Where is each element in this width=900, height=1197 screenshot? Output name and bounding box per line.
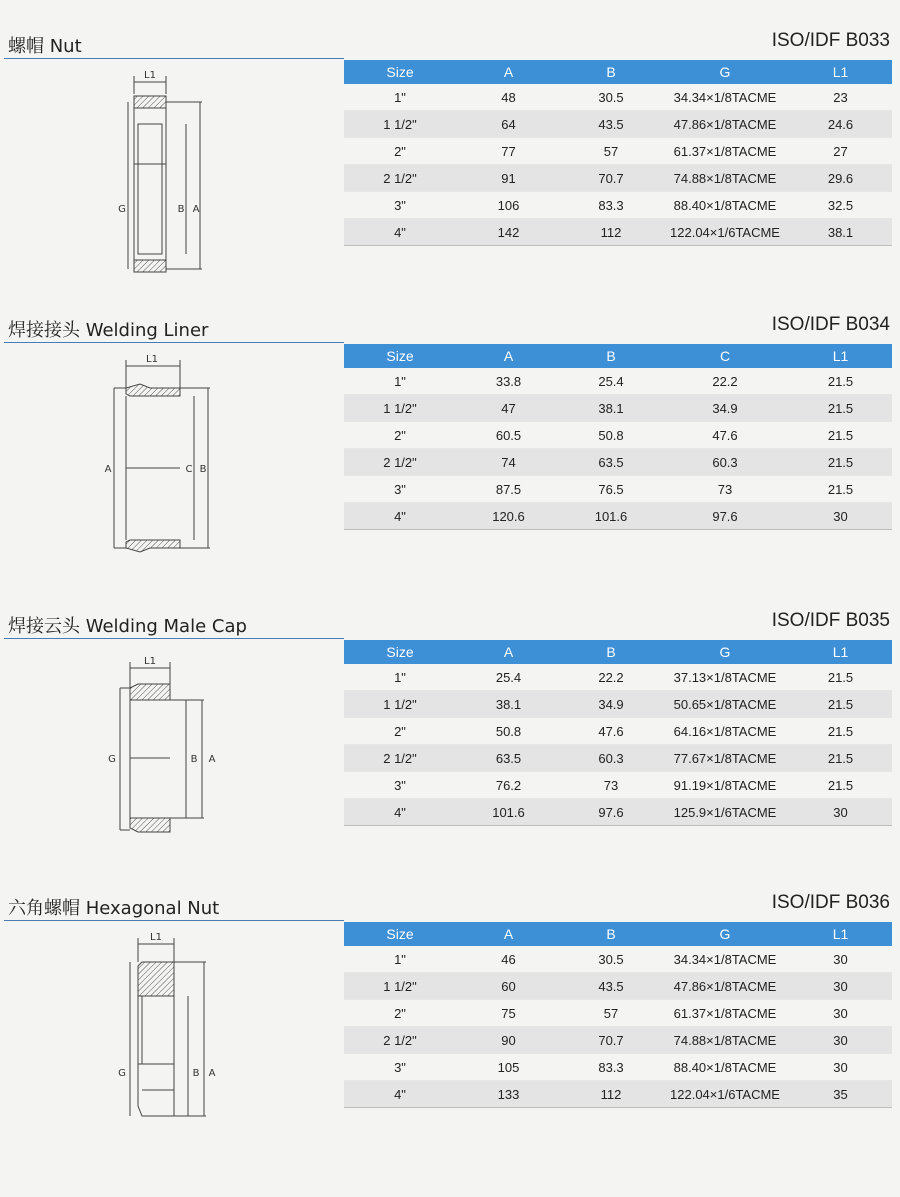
table-cell: 57 [561,138,661,165]
section-hexagonal-nut [0,894,900,1164]
table-cell: 101.6 [456,799,561,826]
table-cell: 75 [456,1000,561,1027]
table-cell: 34.9 [561,691,661,718]
table-cell: 2 1/2" [344,745,456,772]
spec-table [344,922,892,1108]
table-cell: 21.5 [789,664,892,691]
section-code: ISO/IDF B033 [771,30,890,51]
table-cell: 1" [344,84,456,111]
dim-label-left: G [118,1068,126,1079]
table-cell: 3" [344,476,456,503]
table-cell: 30 [789,1000,892,1027]
col-header: G [661,60,789,84]
table-cell: 1" [344,946,456,973]
table-row [344,165,892,192]
welding-liner-diagram [90,348,240,558]
table-row [344,111,892,138]
table-cell: 60.3 [661,449,789,476]
col-header: C [661,344,789,368]
table-row [344,1027,892,1054]
table-cell: 21.5 [789,772,892,799]
table-row [344,1000,892,1027]
table-cell: 88.40×1/8TACME [661,192,789,219]
title-rule [4,638,344,639]
table-cell: 34.34×1/8TACME [661,946,789,973]
col-header: Size [344,344,456,368]
table-cell: 37.13×1/8TACME [661,664,789,691]
table-cell: 112 [561,1081,661,1108]
dim-label-right2: A [208,1068,216,1079]
spec-table [344,60,892,246]
table-cell: 21.5 [789,691,892,718]
table-cell: 1" [344,368,456,395]
welding-male-cap-diagram [90,644,240,854]
table-cell: 105 [456,1054,561,1081]
table-cell: 97.6 [561,799,661,826]
table-cell: 2 1/2" [344,449,456,476]
table-cell: 101.6 [561,503,661,530]
dim-label-right2: B [199,464,207,475]
table-row [344,449,892,476]
col-header: L1 [789,344,892,368]
table-cell: 25.4 [561,368,661,395]
table-cell: 91.19×1/8TACME [661,772,789,799]
table-row [344,745,892,772]
table-cell: 73 [561,772,661,799]
col-header: Size [344,922,456,946]
table-cell: 3" [344,772,456,799]
table-cell: 70.7 [561,165,661,192]
table-cell: 77 [456,138,561,165]
col-header: Size [344,60,456,84]
table-cell: 61.37×1/8TACME [661,138,789,165]
table-cell: 73 [661,476,789,503]
table-cell: 30 [789,1027,892,1054]
table-cell: 30.5 [561,84,661,111]
title-rule [4,920,344,921]
col-header: A [456,922,561,946]
section-code: ISO/IDF B035 [771,610,890,631]
col-header: A [456,640,561,664]
section-welding-liner [0,316,900,586]
table-cell: 30 [789,1054,892,1081]
table-row [344,503,892,530]
table-row [344,799,892,826]
section-title: 焊接接头 Welding Liner [8,320,209,341]
table-cell: 63.5 [456,745,561,772]
table-cell: 25.4 [456,664,561,691]
table-cell: 34.34×1/8TACME [661,84,789,111]
dim-label-right2: A [192,204,200,215]
table-cell: 63.5 [561,449,661,476]
col-header: Size [344,640,456,664]
section-welding-male-cap [0,612,900,882]
table-row [344,772,892,799]
table-cell: 47.86×1/8TACME [661,111,789,138]
table-cell: 106 [456,192,561,219]
table-cell: 64 [456,111,561,138]
table-cell: 97.6 [661,503,789,530]
table-cell: 43.5 [561,111,661,138]
table-cell: 120.6 [456,503,561,530]
nut-diagram [90,64,240,274]
table-cell: 3" [344,192,456,219]
table-cell: 83.3 [561,192,661,219]
table-cell: 21.5 [789,422,892,449]
table-row [344,422,892,449]
table-row [344,718,892,745]
table-cell: 112 [561,219,661,246]
table-cell: 34.9 [661,395,789,422]
table-cell: 4" [344,799,456,826]
table-cell: 30.5 [561,946,661,973]
table-cell: 2" [344,718,456,745]
col-header: B [561,344,661,368]
table-cell: 47.86×1/8TACME [661,973,789,1000]
col-header: L1 [789,922,892,946]
table-cell: 142 [456,219,561,246]
table-cell: 24.6 [789,111,892,138]
table-cell: 38.1 [789,219,892,246]
table-row [344,138,892,165]
dim-label-top: L1 [150,932,162,943]
table-cell: 88.40×1/8TACME [661,1054,789,1081]
dim-label-right1: B [192,1068,200,1079]
table-cell: 35 [789,1081,892,1108]
spec-table [344,640,892,826]
section-code: ISO/IDF B034 [771,314,890,335]
table-cell: 2" [344,138,456,165]
table-cell: 50.65×1/8TACME [661,691,789,718]
table-cell: 60.5 [456,422,561,449]
section-nut [0,32,900,302]
table-cell: 23 [789,84,892,111]
col-header: A [456,60,561,84]
table-cell: 21.5 [789,395,892,422]
table-cell: 47 [456,395,561,422]
table-cell: 33.8 [456,368,561,395]
title-rule [4,342,344,343]
dim-label-right1: B [177,204,185,215]
table-cell: 74.88×1/8TACME [661,1027,789,1054]
table-cell: 60 [456,973,561,1000]
col-header: A [456,344,561,368]
table-cell: 76.2 [456,772,561,799]
col-header: G [661,922,789,946]
table-cell: 48 [456,84,561,111]
table-cell: 122.04×1/6TACME [661,1081,789,1108]
dim-label-top: L1 [144,656,156,667]
table-cell: 60.3 [561,745,661,772]
table-cell: 21.5 [789,476,892,503]
table-cell: 47.6 [661,422,789,449]
table-cell: 50.8 [561,422,661,449]
table-row [344,192,892,219]
spec-table [344,344,892,530]
dim-label-left: A [104,464,112,475]
table-cell: 125.9×1/6TACME [661,799,789,826]
table-cell: 30 [789,946,892,973]
col-header: B [561,60,661,84]
table-cell: 3" [344,1054,456,1081]
table-cell: 76.5 [561,476,661,503]
table-cell: 21.5 [789,449,892,476]
table-row [344,219,892,246]
table-cell: 29.6 [789,165,892,192]
table-row [344,691,892,718]
table-cell: 50.8 [456,718,561,745]
hexagonal-nut-diagram [90,926,240,1136]
table-row [344,1054,892,1081]
col-header: G [661,640,789,664]
section-title: 焊接云头 Welding Male Cap [8,616,247,637]
table-cell: 47.6 [561,718,661,745]
table-cell: 2" [344,1000,456,1027]
table-cell: 2 1/2" [344,165,456,192]
table-cell: 61.37×1/8TACME [661,1000,789,1027]
table-cell: 2 1/2" [344,1027,456,1054]
table-cell: 30 [789,503,892,530]
table-cell: 83.3 [561,1054,661,1081]
col-header: B [561,922,661,946]
table-row [344,664,892,691]
dim-label-right1: B [190,754,198,765]
table-cell: 87.5 [456,476,561,503]
table-cell: 4" [344,1081,456,1108]
table-cell: 77.67×1/8TACME [661,745,789,772]
dim-label-left: G [118,204,126,215]
table-cell: 38.1 [561,395,661,422]
table-row [344,946,892,973]
table-cell: 22.2 [661,368,789,395]
table-cell: 1 1/2" [344,395,456,422]
section-code: ISO/IDF B036 [771,892,890,913]
table-cell: 2" [344,422,456,449]
table-cell: 43.5 [561,973,661,1000]
table-cell: 21.5 [789,718,892,745]
section-title: 螺帽 Nut [8,36,82,57]
dim-label-right1: C [185,464,193,475]
table-cell: 38.1 [456,691,561,718]
table-cell: 4" [344,219,456,246]
table-cell: 30 [789,973,892,1000]
table-row [344,84,892,111]
dim-label-left: G [108,754,116,765]
title-rule [4,58,344,59]
dim-label-top: L1 [146,354,158,365]
table-cell: 21.5 [789,368,892,395]
col-header: L1 [789,60,892,84]
table-cell: 57 [561,1000,661,1027]
table-cell: 22.2 [561,664,661,691]
table-cell: 4" [344,503,456,530]
table-cell: 122.04×1/6TACME [661,219,789,246]
table-cell: 1" [344,664,456,691]
table-cell: 1 1/2" [344,691,456,718]
table-row [344,1081,892,1108]
table-cell: 21.5 [789,745,892,772]
table-cell: 1 1/2" [344,973,456,1000]
table-cell: 74.88×1/8TACME [661,165,789,192]
table-cell: 1 1/2" [344,111,456,138]
table-row [344,476,892,503]
table-cell: 133 [456,1081,561,1108]
table-cell: 90 [456,1027,561,1054]
table-cell: 91 [456,165,561,192]
table-cell: 30 [789,799,892,826]
table-row [344,973,892,1000]
table-row [344,395,892,422]
table-cell: 64.16×1/8TACME [661,718,789,745]
table-cell: 46 [456,946,561,973]
section-title: 六角螺帽 Hexagonal Nut [8,898,220,919]
col-header: B [561,640,661,664]
table-cell: 27 [789,138,892,165]
dim-label-top: L1 [144,70,156,81]
table-cell: 70.7 [561,1027,661,1054]
table-cell: 32.5 [789,192,892,219]
table-cell: 74 [456,449,561,476]
dim-label-right2: A [208,754,216,765]
col-header: L1 [789,640,892,664]
table-row [344,368,892,395]
